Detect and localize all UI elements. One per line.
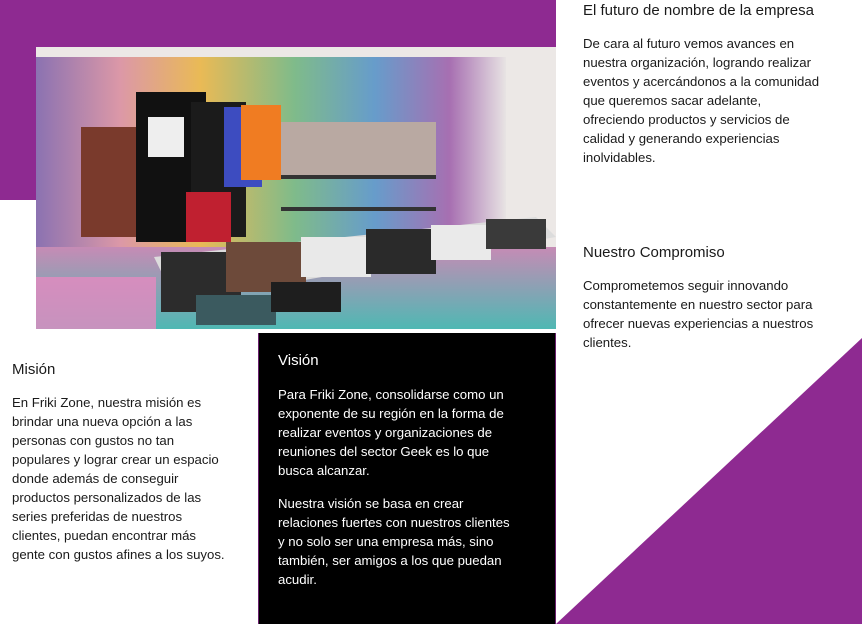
store-photo [36, 47, 556, 329]
purple-corner-triangle [556, 338, 862, 624]
commitment-body: Comprometemos seguir innovando constantemente en nuestro sector para ofrecer nuevas experiencias a nuestros clientes. [583, 278, 814, 350]
commitment-title: Nuestro Compromiso [583, 244, 725, 261]
future-title: El futuro de nombre de la empresa [583, 2, 814, 19]
mission-title: Misión [12, 361, 56, 378]
future-body: De cara al futuro vemos avances en nuestra organización, logrando realizar eventos y acercándonos a la comunidad que queremos sacar adelante, ofreciendo productos y servicios de calidad y generando experiencias inolvidables. [583, 36, 820, 165]
vision-body-1: Para Friki Zone, consolidarse como un exponente de su región en la forma de realizar eventos y organizaciones de reuniones del sector Geek es lo que busca alcanzar. [278, 387, 504, 478]
store-photo-illustration [36, 47, 556, 329]
vision-title: Visión [278, 352, 319, 369]
mission-body: En Friki Zone, nuestra misión es brindar una nueva opción a las personas con gustos no tan populares y lograr crear un espacio donde además de conseguir productos personalizados de las series preferidas de nuestros clientes, puedan encontrar más gente con gustos afines a los suyos. [12, 395, 225, 562]
vision-body-2: Nuestra visión se basa en crear relaciones fuertes con nuestros clientes y no solo ser una empresa más, sino también, ser amigos a los que puedan acudir. [278, 496, 510, 587]
